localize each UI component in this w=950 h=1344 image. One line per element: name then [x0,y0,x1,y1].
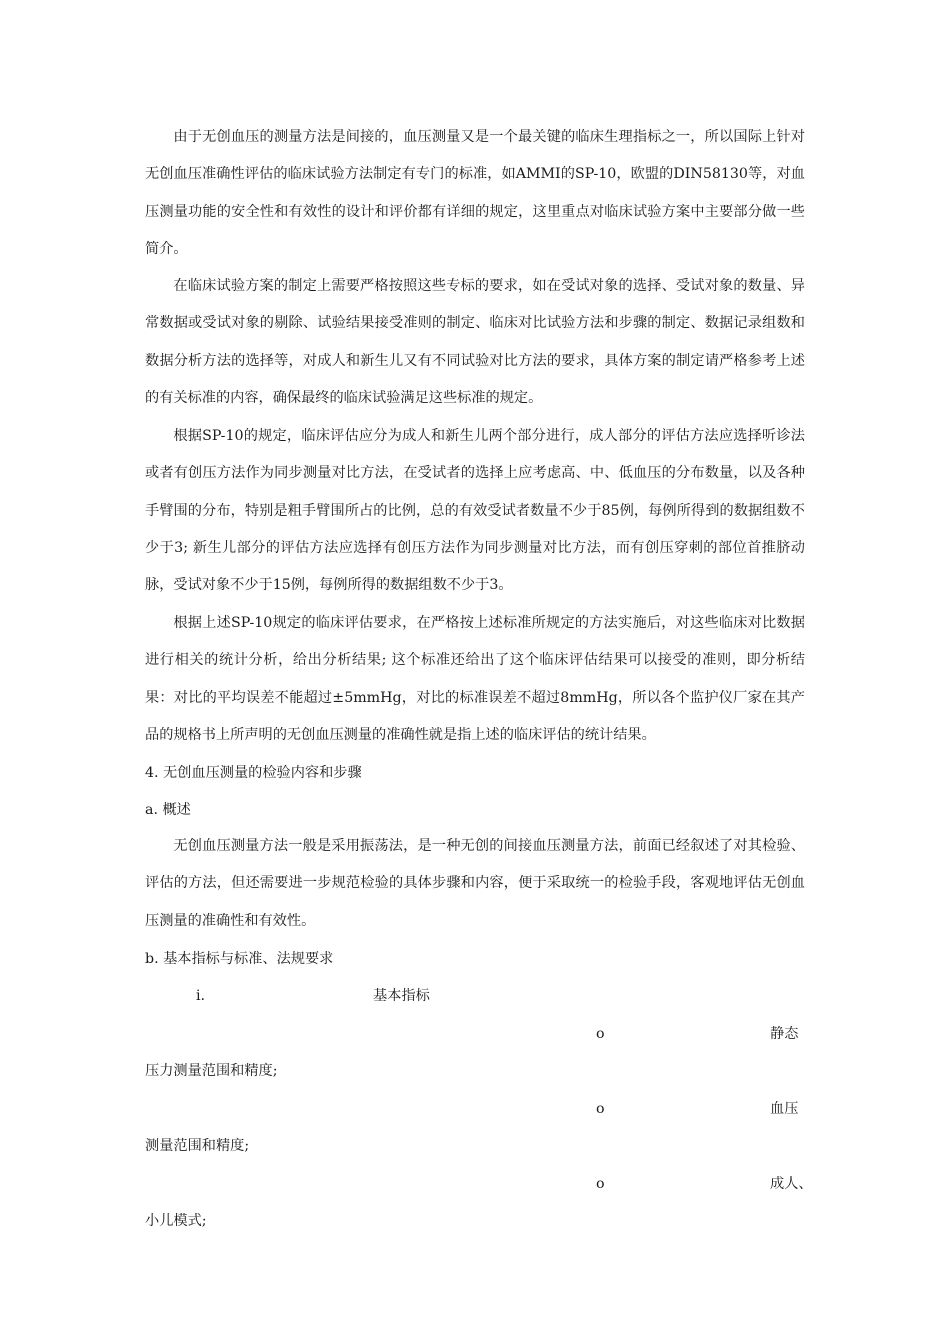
bullet-marker: o [596,1026,605,1042]
bullet-item-head: 静态 [770,1026,799,1042]
bullet-marker: o [596,1101,605,1117]
bullet-marker: o [596,1176,605,1192]
paragraph-nibp-intro: 由于无创血压的测量方法是间接的，血压测量又是一个最关键的临床生理指标之一，所以国际上针对无创血压准确性评估的临床试验方法制定有专门的标准，如AMMI的SP-10，欧盟的DIN58130等，对血压测量功能的安全性和有效性的设计和评价都有详细的规定，这里重点对临床试验方案中主要部分做一些简介。 [145,129,805,257]
roman-marker: i. [196,988,206,1004]
paragraph-statistical-analysis: 根据上述SP-10规定的临床评估要求，在严格按上述标准所规定的方法实施后，对这些临床对比数据进行相关的统计分析，给出分析结果; 这个标准还给出了这个临床评估结果可以接受的准则，即分析结果：对比的平均误差不能超过±5mmHg，对比的标准误差不超过8mmHg，所以各个监护仪厂家在其产品的规格书上所声明的无创血压测量的准确性就是指上述的临床评估的统计结果。 [145,615,805,743]
subheading-b: b. 基本指标与标准、法规要求 [145,951,334,967]
paragraph-overview: 无创血压测量方法一般是采用振荡法，是一种无创的间接血压测量方法，前面已经叙述了对其检验、评估的方法，但还需要进一步规范检验的具体步骤和内容，便于采取统一的检验手段，客观地评估无创血压测量的准确性和有效性。 [145,838,805,929]
bullet-item-tail: 小儿模式; [145,1213,207,1229]
bullet-item-tail: 测量范围和精度; [145,1138,250,1154]
bullet-item-tail: 压力测量范围和精度; [145,1063,278,1079]
bullet-item-head: 血压 [770,1101,799,1117]
paragraph-trial-protocol: 在临床试验方案的制定上需要严格按照这些专标的要求，如在受试对象的选择、受试对象的数量、异常数据或受试对象的剔除、试验结果接受准则的制定、临床对比试验方法和步骤的制定、数据记录组数和数据分析方法的选择等，对成人和新生儿又有不同试验对比方法的要求，具体方案的制定请严格参考上述的有关标准的内容，确保最终的临床试验满足这些标准的规定。 [145,278,805,406]
paragraph-sp10-requirements: 根据SP-10的规定，临床评估应分为成人和新生儿两个部分进行，成人部分的评估方法应选择听诊法或者有创压方法作为同步测量对比方法，在受试者的选择上应考虑高、中、低血压的分布数量，以及各种手臂围的分布，特别是粗手臂围所占的比例，总的有效受试者数量不少于85例，每例所得到的数据组数不少于3; 新生儿部分的评估方法应选择有创压方法作为同步测量对比方法，而有创压穿刺的部位首推脐动脉，受试对象不少于15例，每例所得的数据组数不少于3。 [145,428,805,594]
section-heading-4: 4. 无创血压测量的检验内容和步骤 [145,765,362,781]
roman-item-title: 基本指标 [373,988,430,1004]
subheading-a: a. 概述 [145,802,191,818]
bullet-item-head: 成人、 [770,1176,813,1192]
